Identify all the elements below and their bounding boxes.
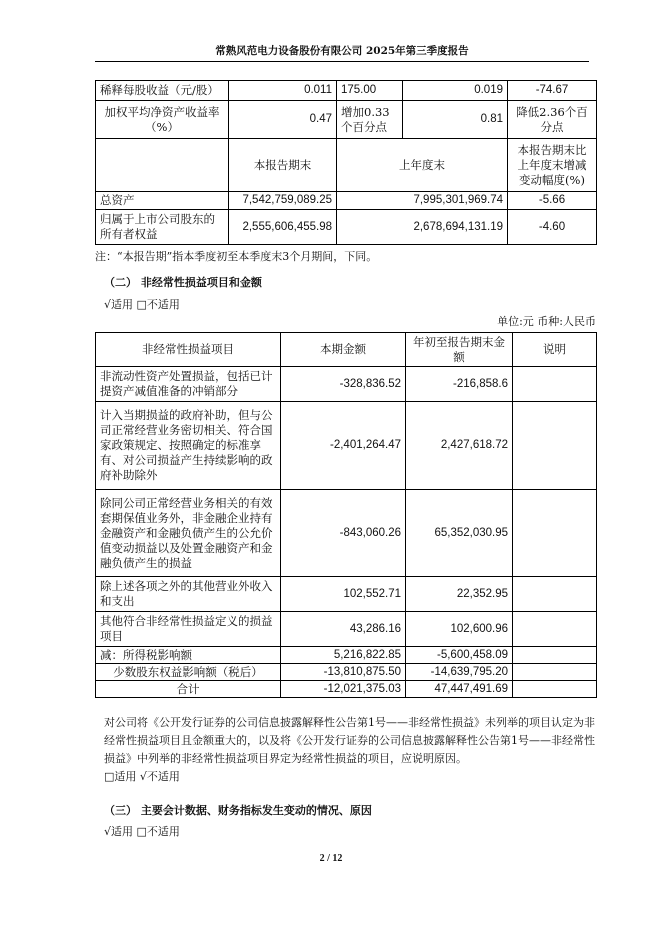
table-cell: 2,427,618.72 bbox=[406, 402, 513, 490]
column-header: 本报告期末 bbox=[229, 139, 337, 192]
table-cell bbox=[513, 612, 597, 647]
table-header-row bbox=[96, 139, 597, 192]
column-header: 本报告期末比上年度末增减变动幅度(%) bbox=[508, 139, 597, 192]
column-header: 非经常性损益项目 bbox=[96, 333, 281, 367]
table-cell bbox=[513, 647, 597, 664]
table-cell: 增加0.33个百分点 bbox=[337, 101, 403, 139]
table-cell: 降低2.36个百分点 bbox=[508, 101, 597, 139]
applicability: □适用 √不适用 bbox=[104, 770, 180, 783]
financial-data-table bbox=[95, 80, 597, 245]
table-cell: -74.67 bbox=[508, 81, 597, 101]
table-cell: 除上述各项之外的其他营业外收入和支出 bbox=[96, 577, 281, 612]
table-cell: 2,555,606,455.98 bbox=[229, 210, 337, 245]
table-row bbox=[96, 577, 597, 612]
page-header: 常熟风范电力设备股份有限公司 2025年第三季度报告 bbox=[215, 45, 469, 57]
table-cell: 5,216,822.85 bbox=[281, 647, 406, 664]
table-cell: -12,021,375.03 bbox=[281, 681, 406, 698]
table-cell: 65,352,030.95 bbox=[406, 490, 513, 577]
table-cell: 减：所得税影响额 bbox=[96, 647, 281, 664]
table-cell: 非流动性资产处置损益，包括已计提资产减值准备的冲销部分 bbox=[96, 367, 281, 402]
column-header: 上年度末 bbox=[337, 139, 508, 192]
table-cell: -4.60 bbox=[508, 210, 597, 245]
table-cell: -328,836.52 bbox=[281, 367, 406, 402]
table-cell: 计入当期损益的政府补助，但与公司正常经营业务密切相关、符合国家政策规定、按照确定的标准享有、对公司损益产生持续影响的政府补助除外 bbox=[96, 402, 281, 490]
column-header: 本期金额 bbox=[281, 333, 406, 367]
table-cell: 7,542,759,089.25 bbox=[229, 192, 337, 210]
table-cell bbox=[513, 681, 597, 698]
table-row bbox=[96, 101, 597, 139]
table-cell: 除同公司正常经营业务相关的有效套期保值业务外，非金融企业持有金融资产和金融负债产生的公允价值变动损益以及处置金融资产和金融负债产生的损益 bbox=[96, 490, 281, 577]
table-cell: 加权平均净资产收益率（%） bbox=[96, 101, 229, 139]
page-number: 2 / 12 bbox=[319, 853, 343, 864]
table-row bbox=[96, 490, 597, 577]
table-cell: 43,286.16 bbox=[281, 612, 406, 647]
header-divider bbox=[95, 61, 589, 62]
table-total-row bbox=[96, 681, 597, 698]
table-cell: 稀释每股收益（元/股） bbox=[96, 81, 229, 101]
table-cell: 175.00 bbox=[337, 81, 403, 101]
table-cell: 47,447,491.69 bbox=[406, 681, 513, 698]
non-recurring-items-table bbox=[95, 332, 597, 698]
section-title: （三） 主要会计数据、财务指标发生变动的情况、原因 bbox=[104, 804, 372, 817]
table-cell bbox=[513, 367, 597, 402]
table-cell: 0.011 bbox=[229, 81, 337, 101]
table-cell: 2,678,694,131.19 bbox=[337, 210, 508, 245]
table-cell bbox=[513, 577, 597, 612]
table-cell: 总资产 bbox=[96, 192, 229, 210]
table-row bbox=[96, 192, 597, 210]
table-cell: 22,352.95 bbox=[406, 577, 513, 612]
table-cell: 0.019 bbox=[403, 81, 508, 101]
applicability: √适用 □不适用 bbox=[104, 298, 180, 311]
table-row bbox=[96, 402, 597, 490]
table-cell bbox=[513, 664, 597, 681]
table-row bbox=[96, 664, 597, 681]
table-cell: 7,995,301,969.74 bbox=[337, 192, 508, 210]
column-header: 年初至报告期末金额 bbox=[406, 333, 513, 367]
table-cell bbox=[513, 490, 597, 577]
table-note: 注：“本报告期”指本季度初至本季度末3个月期间，下同。 bbox=[95, 250, 378, 263]
table-cell: -13,810,875.50 bbox=[281, 664, 406, 681]
table-cell: -2,401,264.47 bbox=[281, 402, 406, 490]
table-cell: 少数股东权益影响额（税后） bbox=[96, 664, 281, 681]
table-cell: 102,552.71 bbox=[281, 577, 406, 612]
table-cell-empty bbox=[96, 139, 229, 192]
table-header-row bbox=[96, 333, 597, 367]
column-header: 说明 bbox=[513, 333, 597, 367]
unit-label: 单位:元 币种:人民币 bbox=[497, 315, 596, 328]
table-cell: -5.66 bbox=[508, 192, 597, 210]
section-title: （二） 非经常性损益项目和金额 bbox=[104, 276, 262, 289]
table-row bbox=[96, 210, 597, 245]
table-cell: 0.47 bbox=[229, 101, 337, 139]
table-cell: -5,600,458.09 bbox=[406, 647, 513, 664]
table-cell: 其他符合非经常性损益定义的损益项目 bbox=[96, 612, 281, 647]
applicability: √适用 □不适用 bbox=[104, 825, 180, 838]
table-cell: 归属于上市公司股东的所有者权益 bbox=[96, 210, 229, 245]
table-cell: 102,600.96 bbox=[406, 612, 513, 647]
table-cell: 0.81 bbox=[403, 101, 508, 139]
table-row bbox=[96, 612, 597, 647]
table-cell: -14,639,795.20 bbox=[406, 664, 513, 681]
table-cell: -216,858.6 bbox=[406, 367, 513, 402]
explanation-paragraph: 对公司将《公开发行证券的公司信息披露解释性公告第1号——非经常性损益》未列举的项目认定为非经常性损益项目且金额重大的，以及将《公开发行证券的公司信息披露解释性公告第1号——非经常性损益》中列举的非经常性损益项目界定为经常性损益的项目，应说明原因。 bbox=[104, 716, 595, 765]
table-cell: -843,060.26 bbox=[281, 490, 406, 577]
table-cell: 合计 bbox=[96, 681, 281, 698]
table-row bbox=[96, 81, 597, 101]
table-row bbox=[96, 647, 597, 664]
table-row bbox=[96, 367, 597, 402]
table-cell bbox=[513, 402, 597, 490]
